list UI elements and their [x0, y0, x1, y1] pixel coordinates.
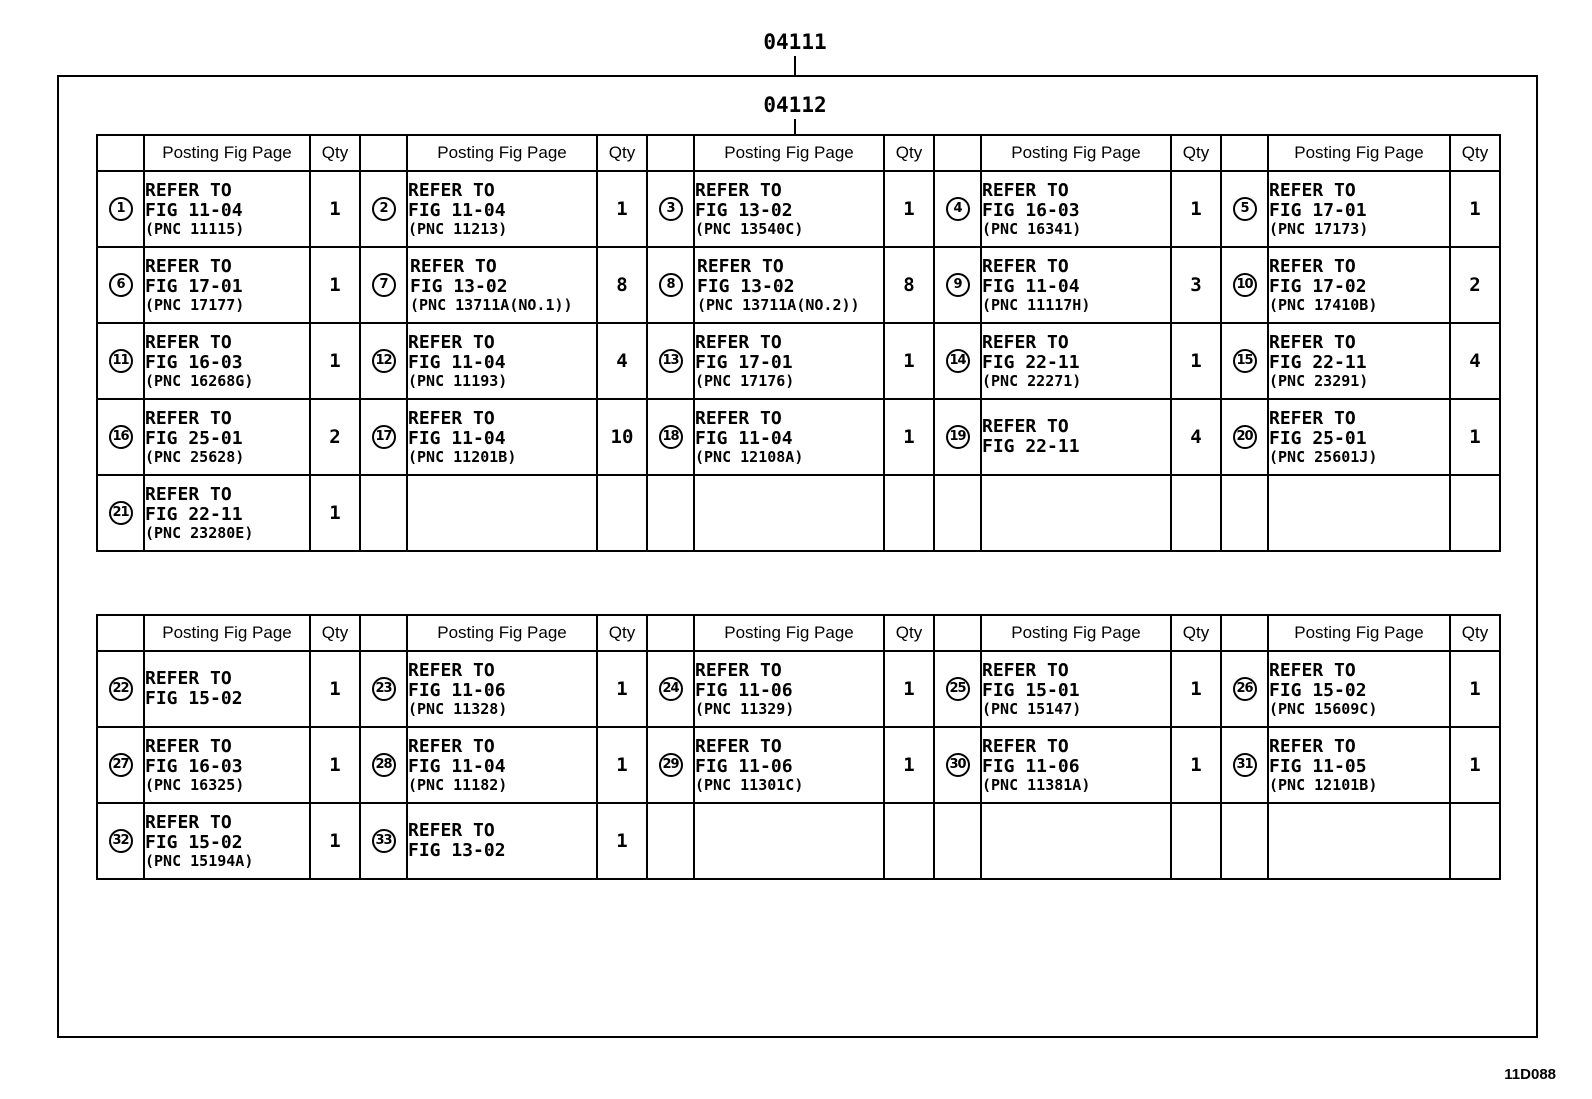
figure-ref: FIG 22-11: [145, 503, 243, 525]
qty-cell: [884, 803, 934, 879]
reference-cell: [144, 399, 310, 475]
qty-cell: 1: [1450, 651, 1500, 727]
figure-ref: FIG 13-02: [410, 275, 508, 297]
qty-cell: 1: [597, 651, 647, 727]
index-number: 27: [109, 753, 133, 777]
qty-header: Qty: [597, 135, 647, 171]
refer-to-text: REFER TO: [695, 179, 782, 201]
index-cell: [360, 399, 407, 475]
reference-cell: [694, 399, 884, 475]
pnc-ref: (PNC 16268G): [145, 371, 254, 390]
index-header: [360, 135, 407, 171]
reference-cell: [407, 171, 597, 247]
posting-fig-page-header: Posting Fig Page: [144, 135, 310, 171]
reference-cell: [694, 727, 884, 803]
qty-cell: 1: [884, 727, 934, 803]
index-number: 30: [946, 753, 970, 777]
refer-to-text: REFER TO: [695, 331, 782, 353]
figure-ref: FIG 15-02: [1269, 679, 1367, 701]
qty-cell: 8: [597, 247, 647, 323]
parts-table-upper: [96, 134, 1501, 552]
reference-cell: [407, 399, 597, 475]
index-number: 2: [372, 197, 396, 221]
index-number: 16: [109, 425, 133, 449]
qty-header: Qty: [310, 135, 360, 171]
posting-fig-page-header: Posting Fig Page: [1268, 615, 1450, 651]
posting-fig-page-header: Posting Fig Page: [981, 615, 1171, 651]
qty-header: Qty: [1450, 615, 1500, 651]
qty-cell: 1: [310, 803, 360, 879]
index-cell: [360, 651, 407, 727]
refer-to-text: REFER TO: [410, 255, 497, 277]
reference-cell: [407, 247, 597, 323]
pnc-ref: (PNC 11213): [408, 219, 508, 238]
qty-header: Qty: [597, 615, 647, 651]
figure-ref: FIG 22-11: [982, 351, 1080, 373]
pnc-ref: (PNC 12101B): [1269, 775, 1378, 794]
pnc-ref: (PNC 15609C): [1269, 699, 1378, 718]
refer-to-text: REFER TO: [982, 735, 1069, 757]
figure-ref: FIG 13-02: [695, 199, 793, 221]
index-cell: [97, 727, 144, 803]
index-cell: [934, 727, 981, 803]
figure-ref: FIG 15-02: [145, 831, 243, 853]
qty-cell: 1: [884, 399, 934, 475]
index-number: 22: [109, 677, 133, 701]
leader-line-04112: [794, 119, 796, 135]
refer-to-text: REFER TO: [1269, 179, 1356, 201]
qty-cell: 1: [884, 651, 934, 727]
posting-fig-page-header: Posting Fig Page: [1268, 135, 1450, 171]
index-header: [1221, 135, 1268, 171]
refer-to-text: REFER TO: [408, 659, 495, 681]
pnc-ref: (PNC 13540C): [695, 219, 804, 238]
index-number: 6: [109, 273, 133, 297]
reference-cell: [1268, 247, 1450, 323]
reference-cell: [1268, 171, 1450, 247]
reference-cell: [981, 171, 1171, 247]
reference-cell: [144, 475, 310, 551]
index-header: [97, 615, 144, 651]
index-cell: [647, 247, 694, 323]
qty-header: Qty: [1171, 135, 1221, 171]
index-number: 28: [372, 753, 396, 777]
pnc-ref: (PNC 17173): [1269, 219, 1369, 238]
refer-to-text: REFER TO: [408, 820, 495, 842]
index-cell: [97, 323, 144, 399]
index-cell: [360, 727, 407, 803]
index-cell: [360, 171, 407, 247]
refer-to-text: REFER TO: [697, 255, 784, 277]
reference-cell: [407, 475, 597, 551]
pnc-ref: (PNC 11201B): [408, 447, 517, 466]
reference-cell: [694, 803, 884, 879]
index-cell: [97, 171, 144, 247]
figure-ref: FIG 25-01: [145, 427, 243, 449]
qty-cell: 8: [884, 247, 934, 323]
index-number: 20: [1233, 425, 1257, 449]
index-number: 25: [946, 677, 970, 701]
index-header: [97, 135, 144, 171]
index-cell: [647, 803, 694, 879]
index-number: 12: [372, 349, 396, 373]
index-cell: [97, 399, 144, 475]
qty-cell: 4: [597, 323, 647, 399]
refer-to-text: REFER TO: [982, 255, 1069, 277]
refer-to-text: REFER TO: [145, 255, 232, 277]
index-cell: [934, 247, 981, 323]
index-cell: [1221, 803, 1268, 879]
index-cell: [934, 651, 981, 727]
index-cell: [1221, 475, 1268, 551]
qty-cell: [1171, 803, 1221, 879]
reference-cell: [144, 171, 310, 247]
refer-to-text: REFER TO: [408, 331, 495, 353]
figure-ref: FIG 11-06: [408, 679, 506, 701]
pnc-ref: (PNC 25628): [145, 447, 245, 466]
reference-cell: [144, 727, 310, 803]
index-number: 29: [659, 753, 683, 777]
index-number: 11: [109, 349, 133, 373]
qty-cell: 1: [597, 727, 647, 803]
reference-cell: [981, 727, 1171, 803]
qty-cell: 1: [1450, 727, 1500, 803]
figure-ref: FIG 11-04: [145, 199, 243, 221]
reference-cell: [144, 803, 310, 879]
index-cell: [934, 475, 981, 551]
pnc-ref: (PNC 17177): [145, 295, 245, 314]
qty-cell: 1: [1171, 323, 1221, 399]
index-number: 26: [1233, 677, 1257, 701]
refer-to-text: REFER TO: [982, 416, 1069, 438]
qty-header: Qty: [1171, 615, 1221, 651]
pnc-ref: (PNC 13711A(NO.2)): [697, 295, 860, 314]
posting-fig-page-header: Posting Fig Page: [144, 615, 310, 651]
table-row: [97, 323, 1500, 399]
refer-to-text: REFER TO: [145, 483, 232, 505]
figure-ref: FIG 15-01: [982, 679, 1080, 701]
refer-to-text: REFER TO: [695, 735, 782, 757]
table-row: [97, 171, 1500, 247]
leader-line-04111: [794, 56, 796, 75]
figure-ref: FIG 11-04: [982, 275, 1080, 297]
reference-cell: [694, 171, 884, 247]
reference-cell: [694, 651, 884, 727]
index-cell: [1221, 399, 1268, 475]
pnc-ref: (PNC 11328): [408, 699, 508, 718]
refer-to-text: REFER TO: [408, 179, 495, 201]
index-number: 5: [1233, 197, 1257, 221]
pnc-ref: (PNC 13711A(NO.1)): [410, 295, 573, 314]
index-cell: [97, 651, 144, 727]
pnc-ref: (PNC 11301C): [695, 775, 804, 794]
table-row: [97, 727, 1500, 803]
figure-ref: FIG 11-04: [408, 755, 506, 777]
reference-cell: [407, 727, 597, 803]
index-number: 19: [946, 425, 970, 449]
index-cell: [647, 323, 694, 399]
qty-cell: 1: [310, 651, 360, 727]
qty-cell: 1: [1450, 171, 1500, 247]
index-header: [647, 615, 694, 651]
figure-ref: FIG 16-03: [145, 755, 243, 777]
refer-to-text: REFER TO: [1269, 735, 1356, 757]
index-header: [360, 615, 407, 651]
reference-cell: [981, 475, 1171, 551]
index-cell: [934, 323, 981, 399]
qty-cell: [1450, 475, 1500, 551]
index-cell: [97, 247, 144, 323]
index-number: 24: [659, 677, 683, 701]
index-number: 32: [109, 829, 133, 853]
index-number: 23: [372, 677, 396, 701]
index-header: [1221, 615, 1268, 651]
figure-ref: FIG 11-04: [695, 427, 793, 449]
qty-cell: 1: [597, 171, 647, 247]
table-row: [97, 803, 1500, 879]
qty-cell: 1: [310, 475, 360, 551]
qty-cell: 1: [1171, 171, 1221, 247]
qty-cell: [884, 475, 934, 551]
index-header: [647, 135, 694, 171]
index-number: 15: [1233, 349, 1257, 373]
pnc-ref: (PNC 11182): [408, 775, 508, 794]
table-row: [97, 399, 1500, 475]
refer-to-text: REFER TO: [695, 407, 782, 429]
refer-to-text: REFER TO: [982, 179, 1069, 201]
pnc-ref: (PNC 15147): [982, 699, 1082, 718]
index-header: [934, 135, 981, 171]
index-cell: [360, 323, 407, 399]
qty-header: Qty: [884, 135, 934, 171]
qty-header: Qty: [310, 615, 360, 651]
index-number: 4: [946, 197, 970, 221]
pnc-ref: (PNC 11329): [695, 699, 795, 718]
qty-cell: [1171, 475, 1221, 551]
posting-fig-page-header: Posting Fig Page: [407, 615, 597, 651]
reference-cell: [694, 475, 884, 551]
figure-ref: FIG 11-04: [408, 351, 506, 373]
figure-ref: FIG 17-01: [145, 275, 243, 297]
index-cell: [97, 475, 144, 551]
header-row: [97, 135, 1500, 171]
index-number: 13: [659, 349, 683, 373]
reference-cell: [407, 803, 597, 879]
reference-cell: [1268, 727, 1450, 803]
posting-fig-page-header: Posting Fig Page: [694, 615, 884, 651]
index-number: 18: [659, 425, 683, 449]
reference-cell: [1268, 399, 1450, 475]
reference-cell: [144, 323, 310, 399]
refer-to-text: REFER TO: [145, 811, 232, 833]
refer-to-text: REFER TO: [1269, 659, 1356, 681]
reference-cell: [144, 651, 310, 727]
figure-ref: FIG 11-06: [695, 679, 793, 701]
index-cell: [647, 651, 694, 727]
reference-cell: [1268, 475, 1450, 551]
refer-to-text: REFER TO: [982, 331, 1069, 353]
assembly-label-04112: 04112: [763, 93, 827, 117]
drawing-code: 11D088: [1504, 1066, 1556, 1083]
index-cell: [934, 803, 981, 879]
index-cell: [647, 475, 694, 551]
index-cell: [934, 399, 981, 475]
figure-ref: FIG 11-04: [408, 199, 506, 221]
pnc-ref: (PNC 11381A): [982, 775, 1091, 794]
posting-fig-page-header: Posting Fig Page: [694, 135, 884, 171]
reference-cell: [407, 651, 597, 727]
index-number: 21: [109, 501, 133, 525]
qty-cell: 1: [310, 323, 360, 399]
index-cell: [647, 727, 694, 803]
qty-cell: 1: [1171, 727, 1221, 803]
qty-cell: 4: [1171, 399, 1221, 475]
reference-cell: [1268, 651, 1450, 727]
refer-to-text: REFER TO: [145, 735, 232, 757]
figure-ref: FIG 25-01: [1269, 427, 1367, 449]
qty-cell: 1: [310, 727, 360, 803]
pnc-ref: (PNC 16341): [982, 219, 1082, 238]
figure-ref: FIG 11-05: [1269, 755, 1367, 777]
pnc-ref: (PNC 11115): [145, 219, 245, 238]
reference-cell: [981, 247, 1171, 323]
reference-cell: [1268, 323, 1450, 399]
pnc-ref: (PNC 16325): [145, 775, 245, 794]
qty-cell: 1: [310, 247, 360, 323]
figure-ref: FIG 13-02: [697, 275, 795, 297]
index-header: [934, 615, 981, 651]
refer-to-text: REFER TO: [145, 179, 232, 201]
reference-cell: [981, 803, 1171, 879]
header-row: [97, 615, 1500, 651]
figure-ref: FIG 16-03: [982, 199, 1080, 221]
index-cell: [360, 803, 407, 879]
figure-ref: FIG 17-02: [1269, 275, 1367, 297]
index-number: 17: [372, 425, 396, 449]
qty-cell: 1: [1450, 399, 1500, 475]
qty-cell: 1: [884, 323, 934, 399]
refer-to-text: REFER TO: [408, 407, 495, 429]
refer-to-text: REFER TO: [1269, 255, 1356, 277]
table-row: [97, 651, 1500, 727]
reference-cell: [144, 247, 310, 323]
refer-to-text: REFER TO: [145, 668, 232, 690]
index-cell: [1221, 247, 1268, 323]
pnc-ref: (PNC 11193): [408, 371, 508, 390]
refer-to-text: REFER TO: [695, 659, 782, 681]
figure-ref: FIG 17-01: [695, 351, 793, 373]
index-cell: [647, 171, 694, 247]
qty-cell: 4: [1450, 323, 1500, 399]
pnc-ref: (PNC 17410B): [1269, 295, 1378, 314]
qty-cell: 2: [1450, 247, 1500, 323]
index-number: 3: [659, 197, 683, 221]
reference-cell: [694, 323, 884, 399]
index-number: 33: [372, 829, 396, 853]
index-number: 14: [946, 349, 970, 373]
figure-ref: FIG 11-06: [982, 755, 1080, 777]
reference-cell: [981, 651, 1171, 727]
table-row: [97, 475, 1500, 551]
figure-ref: FIG 17-01: [1269, 199, 1367, 221]
reference-cell: [694, 247, 884, 323]
pnc-ref: (PNC 23280E): [145, 523, 254, 542]
qty-cell: 1: [597, 803, 647, 879]
figure-ref: FIG 11-06: [695, 755, 793, 777]
qty-cell: 2: [310, 399, 360, 475]
index-cell: [1221, 323, 1268, 399]
refer-to-text: REFER TO: [1269, 331, 1356, 353]
reference-cell: [1268, 803, 1450, 879]
parts-table-lower: [96, 614, 1501, 880]
qty-header: Qty: [884, 615, 934, 651]
index-cell: [360, 247, 407, 323]
index-number: 31: [1233, 753, 1257, 777]
reference-cell: [981, 323, 1171, 399]
index-number: 1: [109, 197, 133, 221]
index-cell: [97, 803, 144, 879]
table-row: [97, 247, 1500, 323]
figure-ref: FIG 13-02: [408, 840, 506, 861]
index-number: 10: [1233, 273, 1257, 297]
pnc-ref: (PNC 25601J): [1269, 447, 1378, 466]
figure-ref: FIG 22-11: [982, 436, 1080, 457]
index-number: 9: [946, 273, 970, 297]
qty-header: Qty: [1450, 135, 1500, 171]
reference-cell: [981, 399, 1171, 475]
refer-to-text: REFER TO: [145, 407, 232, 429]
qty-cell: 1: [310, 171, 360, 247]
index-cell: [1221, 727, 1268, 803]
pnc-ref: (PNC 12108A): [695, 447, 804, 466]
posting-fig-page-header: Posting Fig Page: [981, 135, 1171, 171]
figure-ref: FIG 11-04: [408, 427, 506, 449]
index-cell: [1221, 171, 1268, 247]
index-number: 8: [659, 273, 683, 297]
pnc-ref: (PNC 23291): [1269, 371, 1369, 390]
assembly-label-04111: 04111: [763, 30, 827, 54]
qty-cell: 1: [884, 171, 934, 247]
qty-cell: 10: [597, 399, 647, 475]
qty-cell: 1: [1171, 651, 1221, 727]
pnc-ref: (PNC 17176): [695, 371, 795, 390]
refer-to-text: REFER TO: [145, 331, 232, 353]
reference-cell: [407, 323, 597, 399]
figure-ref: FIG 22-11: [1269, 351, 1367, 373]
qty-cell: 3: [1171, 247, 1221, 323]
qty-cell: [1450, 803, 1500, 879]
figure-ref: FIG 16-03: [145, 351, 243, 373]
index-number: 7: [372, 273, 396, 297]
pnc-ref: (PNC 22271): [982, 371, 1082, 390]
pnc-ref: (PNC 11117H): [982, 295, 1091, 314]
pnc-ref: (PNC 15194A): [145, 851, 254, 870]
posting-fig-page-header: Posting Fig Page: [407, 135, 597, 171]
figure-ref: FIG 15-02: [145, 688, 243, 709]
refer-to-text: REFER TO: [1269, 407, 1356, 429]
index-cell: [360, 475, 407, 551]
refer-to-text: REFER TO: [982, 659, 1069, 681]
qty-cell: [597, 475, 647, 551]
refer-to-text: REFER TO: [408, 735, 495, 757]
index-cell: [1221, 651, 1268, 727]
index-cell: [647, 399, 694, 475]
index-cell: [934, 171, 981, 247]
